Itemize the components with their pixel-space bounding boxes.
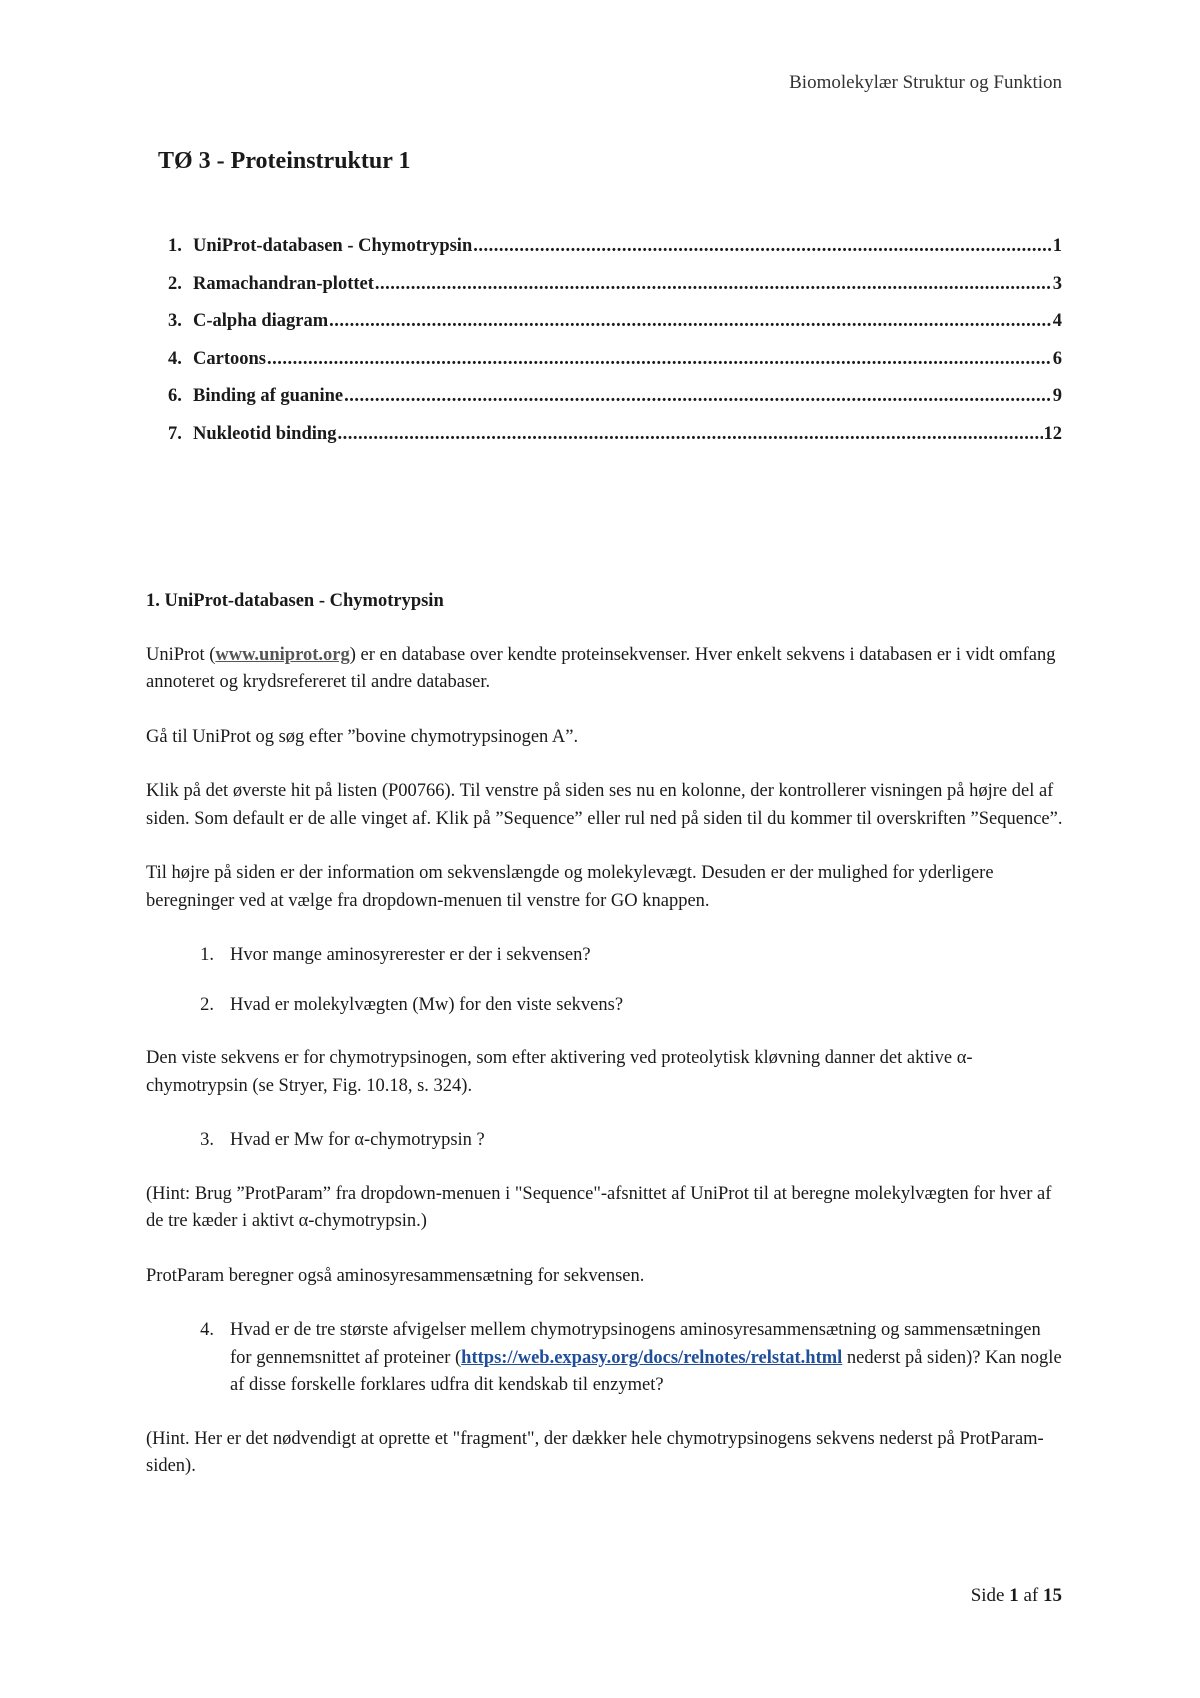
text-run: Hvad er de tre største afvigelser mellem chymotrypsinogens aminosyresammensætning og sammensætningen for gennemsnittet af proteiner (	[230, 1320, 1041, 1368]
table-of-contents	[168, 236, 1062, 461]
toc-label: Cartoons	[193, 348, 266, 369]
toc-label: Ramachandran-plottet	[193, 273, 374, 294]
paragraph: (Hint: Brug ”ProtParam” fra dropdown-menuen i "Sequence"-afsnittet af UniProt til at beregne molekylvægten for hver af de tre kæder i aktivt α-chymotrypsin.)	[146, 1183, 1052, 1231]
toc-page: 3	[1052, 273, 1062, 294]
toc-entry[interactable]	[168, 386, 1062, 424]
question-text: Hvor mange aminosyrerester er der i sekvensen?	[230, 945, 591, 965]
toc-page: 4	[1052, 311, 1062, 331]
toc-number: 3.	[168, 311, 182, 331]
text-run: nederst på siden)? Kan nogle af disse forskelle forklares udfra dit kendskab til enzymet?	[230, 1347, 1062, 1395]
total-pages: 15	[1043, 1585, 1062, 1606]
toc-leader	[267, 349, 1052, 370]
toc-label: Nukleotid binding	[193, 423, 337, 444]
toc-number: 7.	[168, 423, 182, 444]
toc-entry[interactable]	[168, 349, 1062, 387]
toc-page: 12	[1043, 423, 1062, 444]
text-run: UniProt (	[146, 644, 216, 665]
question-text: Hvad er molekylvægten (Mw) for den viste sekvens?	[230, 994, 624, 1015]
paragraph: Den viste sekvens er for chymotrypsinogen, som efter aktivering ved proteolytisk kløvning danner det aktive α-chymotrypsin (se Stryer, Fig. 10.18, s. 324).	[146, 1048, 973, 1096]
toc-page: 1	[1052, 236, 1062, 256]
uniprot-link[interactable]: www.uniprot.org	[215, 644, 350, 665]
paragraph: Gå til UniProt og søg efter ”bovine chymotrypsinogen A”.	[146, 726, 579, 747]
document-body	[146, 588, 1066, 1508]
toc-leader	[344, 386, 1052, 407]
toc-entry[interactable]	[168, 311, 1062, 349]
question	[146, 1317, 1066, 1400]
footer-middle: af	[1018, 1585, 1043, 1606]
toc-leader	[473, 236, 1052, 257]
toc-leader	[329, 311, 1052, 332]
paragraph: (Hint. Her er det nødvendigt at oprette et "fragment", der dækker hele chymotrypsinogens sekvens nederst på ProtParam-siden).	[146, 1428, 1044, 1476]
toc-number: 1.	[168, 236, 182, 256]
toc-entry[interactable]	[168, 236, 1062, 274]
toc-number: 2.	[168, 273, 182, 294]
question-number: 3.	[200, 1130, 214, 1150]
current-page-number: 1	[1009, 1585, 1019, 1606]
question-number: 1.	[200, 945, 214, 965]
toc-label: Binding af guanine	[193, 386, 344, 406]
page-footer	[971, 1585, 1062, 1607]
toc-label: UniProt-databasen - Chymotrypsin	[193, 236, 473, 256]
question-text	[230, 1317, 1066, 1400]
document-title: TØ 3 - Proteinstruktur 1	[158, 148, 411, 174]
question	[146, 942, 1066, 970]
toc-page: 9	[1052, 386, 1062, 406]
toc-leader	[375, 274, 1052, 295]
question-text: Hvad er Mw for α-chymotrypsin ?	[230, 1130, 485, 1150]
toc-leader	[337, 424, 1042, 445]
toc-number: 6.	[168, 386, 182, 406]
toc-number: 4.	[168, 348, 182, 369]
section-heading: 1. UniProt-databasen - Chymotrypsin	[146, 591, 444, 611]
paragraph	[146, 642, 1066, 697]
footer-prefix: Side	[970, 1585, 1010, 1606]
question-number: 2.	[200, 994, 214, 1015]
toc-page: 6	[1052, 348, 1062, 369]
toc-entry[interactable]	[168, 274, 1062, 312]
running-header: Biomolekylær Struktur og Funktion	[789, 72, 1062, 93]
paragraph: ProtParam beregner også aminosyresammensætning for sekvensen.	[146, 1265, 645, 1286]
question-number: 4.	[200, 1320, 214, 1340]
text-run: ) er en database over kendte proteinsekvenser. Hver enkelt sekvens i databasen er i vidt omfang annoteret og krydsrefereret til andre databaser.	[146, 644, 1056, 692]
paragraph: Klik på det øverste hit på listen (P00766). Til venstre på siden ses nu en kolonne, der kontrollerer visningen på højre del af siden. Som default er de alle vinget af. Klik på ”Sequence” eller rul ned på siden til du kommer til overskriften ”Sequence”.	[146, 781, 1063, 829]
toc-entry[interactable]	[168, 424, 1062, 462]
toc-label: C-alpha diagram	[193, 311, 329, 331]
question	[146, 1127, 1066, 1155]
paragraph: Til højre på siden er der information om sekvenslængde og molekylevægt. Desuden er der mulighed for yderligere beregninger ved at vælge fra dropdown-menuen til venstre for GO knappen.	[146, 863, 994, 911]
expasy-link[interactable]: https://web.expasy.org/docs/relnotes/relstat.html	[461, 1347, 843, 1368]
question	[146, 992, 1066, 1020]
